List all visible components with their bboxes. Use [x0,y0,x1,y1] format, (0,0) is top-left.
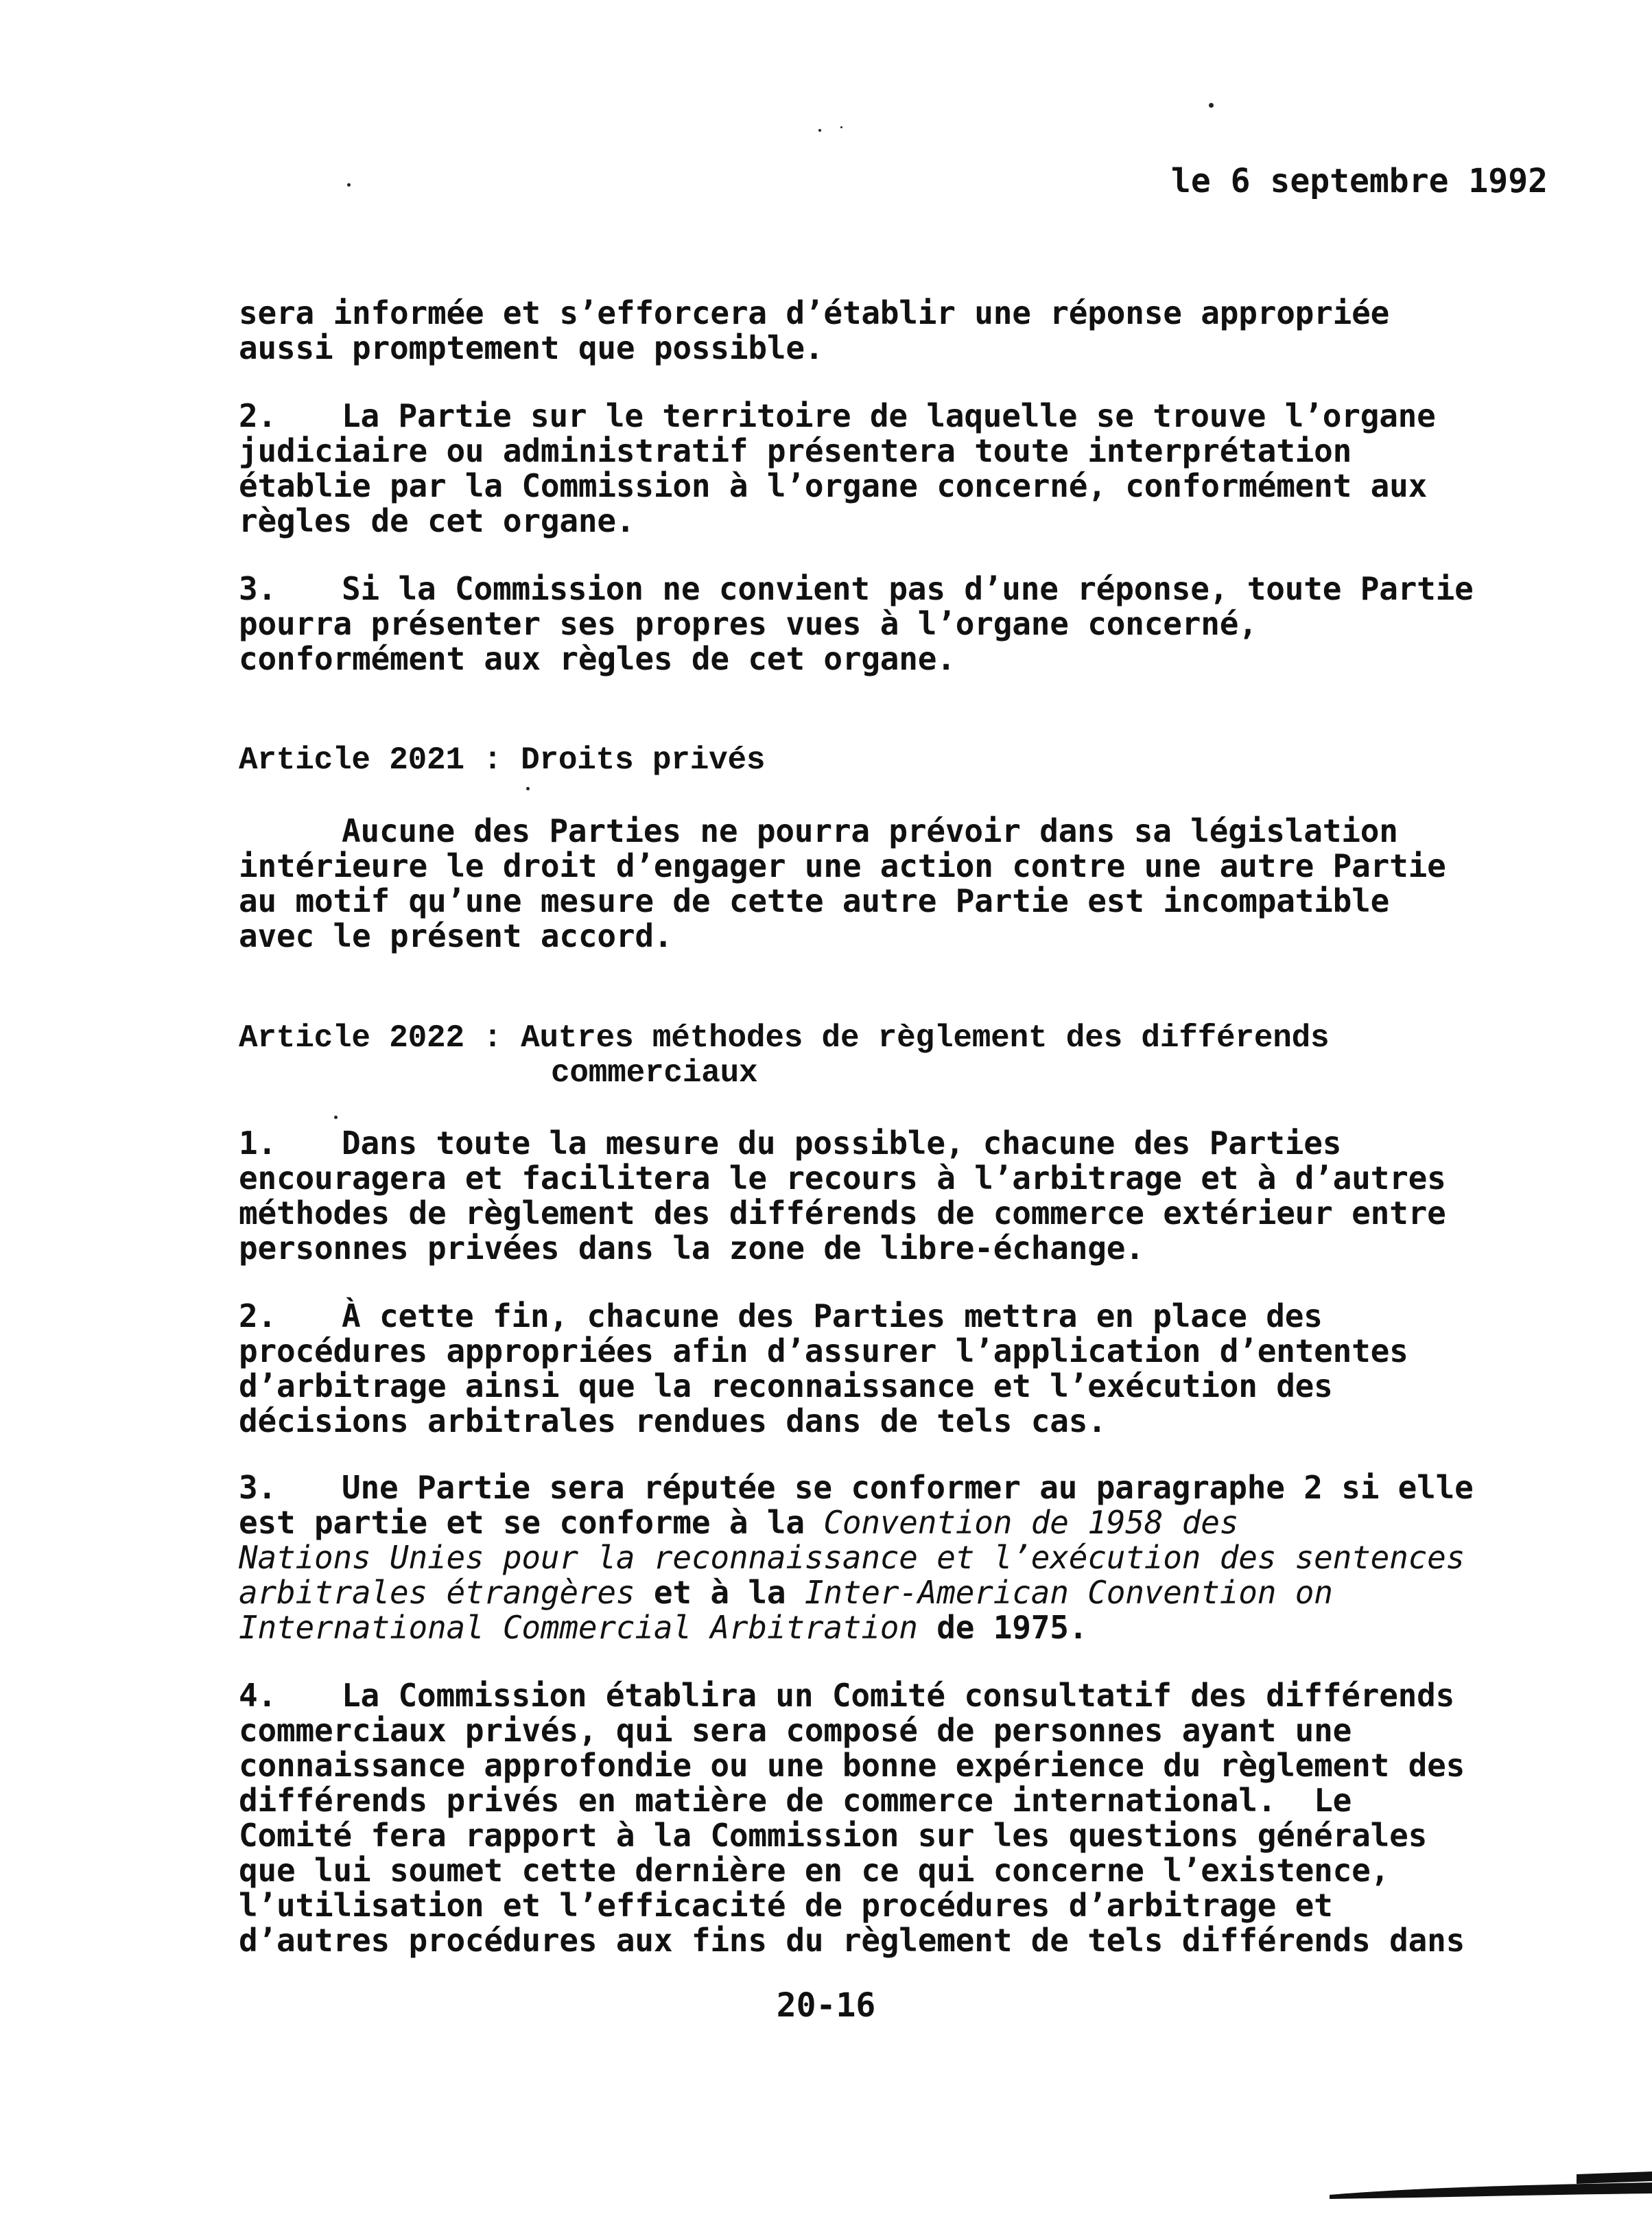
convention-title: Inter-American Convention on [804,1574,1333,1611]
paragraph-3 [239,572,1597,676]
text-line: judiciaire ou administratif présentera toute interprétation [239,432,1352,469]
scan-edge-mark [1330,2167,1652,2209]
scan-speck [1209,103,1214,108]
text-line: l’utilisation et l’efficacité de procédures d’arbitrage et [239,1887,1333,1924]
paragraph-number: 3. [239,570,276,607]
article-2022-heading [239,1021,1597,1091]
continuation-paragraph [239,296,1597,366]
text-line: connaissance approfondie ou une bonne expérience du règlement des [239,1747,1465,1784]
text-line: au motif qu’une mesure de cette autre Partie est incompatible [239,882,1390,919]
text-line: avec le présent accord. [239,917,673,954]
article-2022-paragraph-3 [239,1470,1597,1645]
paragraph-number: 3. [239,1469,276,1506]
convention-title: International Commercial Arbitration [239,1609,918,1646]
text-line: décisions arbitrales rendues dans de tels cas. [239,1402,1107,1439]
text-line: différends privés en matière de commerce international. Le [239,1782,1352,1819]
convention-title: arbitrales étrangères [239,1574,635,1611]
article-2022-paragraph-2 [239,1299,1597,1439]
text-line: Aucune des Parties ne pourra prévoir dans sa législation [342,812,1398,849]
text-line: conformément aux règles de cet organe. [239,640,956,677]
paragraph-2 [239,399,1597,539]
paragraph-number: 2. [239,397,276,434]
scan-speck [840,126,842,128]
article-2021-heading [239,743,1597,778]
text-line: procédures appropriées afin d’assurer l’application d’ententes [239,1332,1408,1369]
article-2021-paragraph [239,814,1597,954]
text-line: d’arbitrage ainsi que la reconnaissance et l’exécution des [239,1367,1333,1404]
article-title-continued: commerciaux [551,1055,758,1091]
text-segment: est partie et se conforme à la [239,1504,824,1541]
article-2022-paragraph-4 [239,1678,1597,1958]
scan-speck [818,129,821,132]
text-line: personnes privées dans la zone de libre-échange. [239,1229,1144,1267]
scan-speck [347,183,351,187]
paragraph-number: 1. [239,1125,276,1162]
text-line: d’autres procédures aux fins du règlement de tels différends dans [239,1922,1465,1959]
text-line: La Commission établira un Comité consultatif des différends [342,1677,1455,1714]
convention-title: Nations Unies pour la reconnaissance et l’exécution des sentences [239,1539,1465,1576]
text-line: À cette fin, chacune des Parties mettra en place des [342,1297,1323,1334]
scan-speck [334,1116,338,1119]
text-line: sera informée et s’efforcera d’établir une réponse appropriée [239,294,1390,331]
text-line: règles de cet organe. [239,502,635,539]
article-2022-paragraph-1 [239,1126,1597,1266]
text-line: pourra présenter ses propres vues à l’organe concerné, [239,605,1258,642]
scan-speck [526,787,530,790]
text-segment: de 1975. [917,1609,1088,1646]
text-line: intérieure le droit d’engager une action contre une autre Partie [239,847,1446,884]
text-line: commerciaux privés, qui sera composé de personnes ayant une [239,1712,1352,1749]
text-line: aussi promptement que possible. [239,329,824,366]
text-line: Dans toute la mesure du possible, chacune des Parties [342,1125,1342,1162]
text-line: Comité fera rapport à la Commission sur les questions générales [239,1817,1428,1854]
text-line: que lui soumet cette dernière en ce qui concerne l’existence, [239,1852,1390,1889]
text-line: encouragera et facilitera le recours à l’arbitrage et à d’autres [239,1160,1446,1197]
convention-title: Convention de 1958 des [823,1504,1239,1541]
text-line: Une Partie sera réputée se conformer au paragraphe 2 si elle [342,1469,1474,1506]
page-number: 20-16 [776,1986,876,2025]
article-title: Article 2022 : Autres méthodes de règlement des différends [239,1020,1330,1056]
article-title: Article 2021 : Droits privés [239,742,766,778]
text-line: La Partie sur le territoire de laquelle se trouve l’organe [342,397,1436,434]
text-line: Si la Commission ne convient pas d’une réponse, toute Partie [342,570,1474,607]
text-line: établie par la Commission à l’organe concerné, conformément aux [239,467,1428,504]
paragraph-number: 2. [239,1297,276,1334]
text-segment: et à la [635,1574,805,1611]
document-date: le 6 septembre 1992 [1170,162,1548,200]
paragraph-number: 4. [239,1677,276,1714]
text-line: méthodes de règlement des différends de commerce extérieur entre [239,1195,1446,1232]
